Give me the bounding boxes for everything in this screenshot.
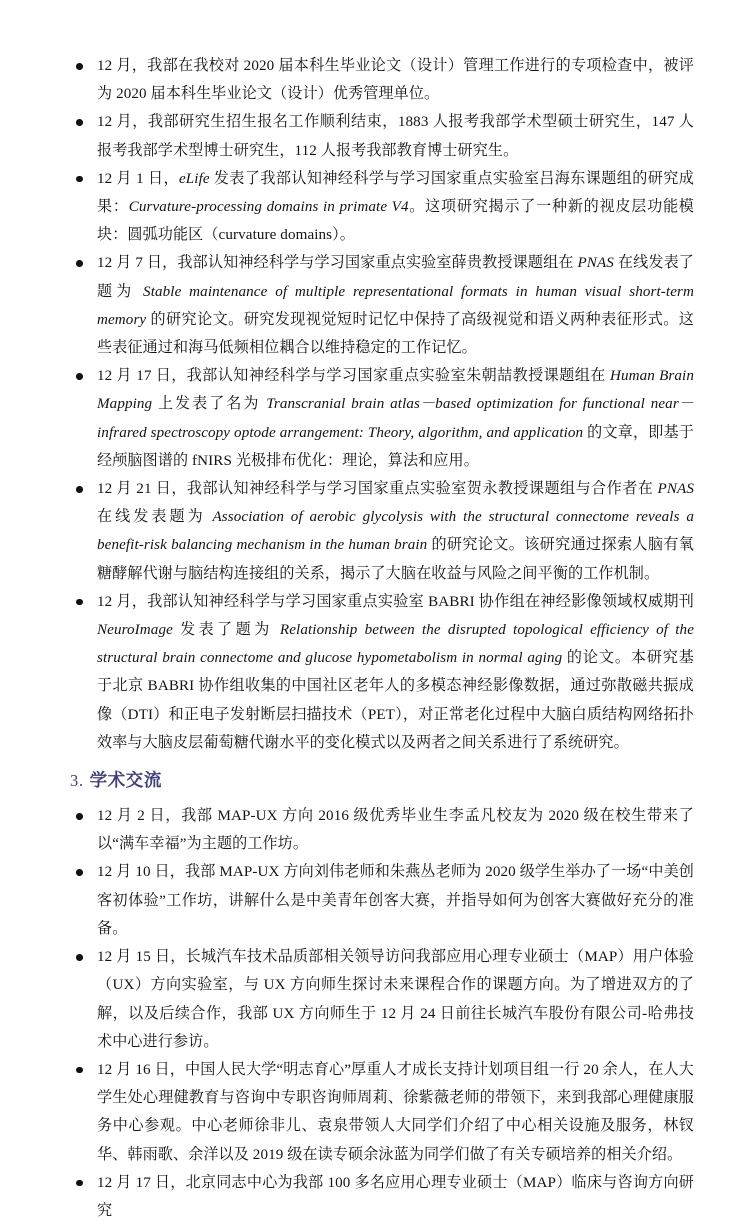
text-run: 。这项研究揭示了一种新的视皮层功能模块：圆弧功能区（curvature domains）。 bbox=[97, 199, 694, 244]
italic-title-run: Relationship between the disrupted topological efficiency of the structural brain connectome and glucose hypometabolism in normal aging bbox=[97, 622, 694, 667]
text-run: 12 月 21 日，我部认知神经科学与学习国家重点实验室贺永教授课题组与合作者在 bbox=[97, 481, 658, 498]
bullet-text: 12 月 2 日，我部 MAP-UX 方向 2016 级优秀毕业生李孟凡校友为 2020 级在校生带来了以“满车幸福”为主题的工作坊。 bbox=[97, 808, 694, 853]
section-heading bbox=[70, 763, 694, 798]
content-block-list bbox=[70, 52, 694, 1225]
bullet-text: 12 月，我部在我校对 2020 届本科生毕业论文（设计）管理工作进行的专项检查中，被评为 2020 届本科生毕业论文（设计）优秀管理单位。 bbox=[97, 58, 694, 103]
italic-title-run: PNAS bbox=[657, 481, 694, 498]
italic-title-run: Human Brain Mapping bbox=[97, 368, 694, 413]
bullet-list-item bbox=[70, 1169, 694, 1225]
bullet-list-item bbox=[70, 1056, 694, 1169]
bullet-list-item bbox=[70, 165, 694, 250]
text-run: 12 月 7 日，我部认知神经科学与学习国家重点实验室薛贵教授课题组在 bbox=[97, 255, 578, 272]
italic-title-run: Curvature-processing domains in primate V4 bbox=[128, 199, 409, 216]
bullet-list-item bbox=[70, 588, 694, 757]
bullet-list-item bbox=[70, 475, 694, 588]
bullet-list-item bbox=[70, 943, 694, 1056]
text-run: 的文章，即基于经颅脑图谱的 fNIRS 光极排布优化：理论，算法和应用。 bbox=[97, 424, 694, 469]
text-run: 发表了我部认知神经科学与学习国家重点实验室吕海东课题组的研究成果： bbox=[97, 170, 694, 216]
text-run: 12 月 1 日， bbox=[97, 170, 179, 187]
bullet-list-item bbox=[70, 52, 694, 108]
text-run: 在线发表题为 bbox=[97, 509, 213, 526]
italic-title-run: PNAS bbox=[577, 255, 614, 272]
bullet-text: 12 月 10 日，我部 MAP-UX 方向刘伟老师和朱燕丛老师为 2020 级学生举办了一场“中美创客初体验”工作坊，讲解什么是中美青年创客大赛，并指导如何为创客大赛做好充分的准备。 bbox=[97, 864, 694, 937]
document-content bbox=[70, 52, 694, 1225]
text-run: 发表了题为 bbox=[172, 622, 280, 639]
text-run: 的研究论文。该研究通过探索人脑有氧糖酵解代谢与脑结构连接组的关系，揭示了大脑在收益与风险之间平衡的工作机制。 bbox=[97, 537, 695, 582]
text-run: 的论文。本研究基于北京 BABRI 协作组收集的中国社区老年人的多模态神经影像数据，通过弥散磁共振成像（DTI）和正电子发射断层扫描技术（PET），对正常老化过程中大脑白质结构网络拓扑效率与大脑皮层葡萄糖代谢水平的变化模式以及两者之间关系进行了系统研究。 bbox=[97, 650, 694, 751]
bullet-text: 12 月 16 日，中国人民大学“明志育心”厚重人才成长支持计划项目组一行 20 余人，在人大学生处心理健教育与咨询中专职咨询师周莉、徐紫薇老师的带领下，来到我部心理健康服务中心参观。中心老师徐非儿、袁泉带领人大同学们介绍了中心相关设施及服务，林钗华、韩雨歌、余洋以及 2019 级在读专硕余泳蓝为同学们做了有关专硕培养的相关介绍。 bbox=[97, 1061, 694, 1163]
section-heading-number: 3. bbox=[70, 771, 84, 791]
italic-title-run: Stable maintenance of multiple representational formats in human visual short-term memory bbox=[97, 283, 694, 328]
text-run: 的研究论文。研究发现视觉短时记忆中保持了高级视觉和语义两种表征形式。这些表征通过和海马低频相位耦合以维持稳定的工作记忆。 bbox=[97, 311, 694, 357]
italic-title-run: eLife bbox=[178, 170, 210, 187]
text-run: 上发表了名为 bbox=[152, 396, 267, 413]
bullet-text: 12 月，我部研究生招生报名工作顺利结束，1883 人报考我部学术型硕士研究生，147 人报考我部学术型博士研究生，112 人报考我部教育博士研究生。 bbox=[97, 114, 694, 159]
italic-title-run: NeuroImage bbox=[97, 622, 173, 639]
bullet-text bbox=[97, 249, 694, 362]
text-run: 在线发表了题为 bbox=[97, 255, 694, 300]
bullet-list-item bbox=[70, 802, 694, 858]
bullet-text: 12 月 15 日，长城汽车技术品质部相关领导访问我部应用心理专业硕士（MAP）用户体验（UX）方向实验室，与 UX 方向师生探讨未来课程合作的课题方向。为了增进双方的了解，以及后续合作，我部 UX 方向师生于 12 月 24 日前往长城汽车股份有限公司-哈弗技术中心进行参访。 bbox=[97, 949, 694, 1050]
bullet-text bbox=[97, 165, 694, 250]
bullet-list-item bbox=[70, 858, 694, 943]
bullet-list-item bbox=[70, 108, 694, 164]
bullet-list-item bbox=[70, 249, 694, 362]
text-run: 12 月 17 日，我部认知神经科学与学习国家重点实验室朱朝喆教授课题组在 bbox=[97, 368, 610, 385]
italic-title-run: Association of aerobic glycolysis with the structural connectome reveals a benefit-risk balancing mechanism in the human brain bbox=[97, 509, 694, 554]
bullet-text bbox=[97, 588, 694, 757]
bullet-text bbox=[97, 362, 694, 475]
bullet-text bbox=[97, 475, 694, 588]
text-run: 12 月，我部认知神经科学与学习国家重点实验室 BABRI 协作组在神经影像领域权威期刊 bbox=[97, 593, 694, 610]
bullet-text: 12 月 17 日，北京同志中心为我部 100 多名应用心理专业硕士（MAP）临床与咨询方向研究 bbox=[97, 1174, 694, 1219]
bullet-list-item bbox=[70, 362, 694, 475]
italic-title-run: Transcranial brain atlas－based optimization for functional near－infrared spectroscopy optode arrangement: Theory, algorithm, and application bbox=[97, 396, 694, 441]
section-heading-title: 学术交流 bbox=[89, 770, 162, 791]
